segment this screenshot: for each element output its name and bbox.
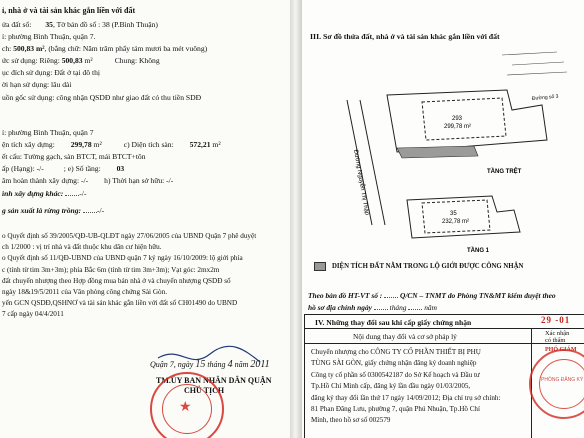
svg-text:Đường số 3: Đường số 3 — [531, 93, 559, 102]
table-body-line: đăng ký thay đổi lần thứ 17 ngày 14/09/2012; Địa chỉ trụ sở chính: — [311, 393, 501, 402]
map-note-2: hồ sơ địa chính ngày tháng năm — [308, 303, 437, 312]
built-area-line: ện tích xây dựng: 299,78 m² c) Diện tích sàn: 572,21 m² — [2, 140, 221, 149]
right-page — [302, 0, 584, 438]
section3-title: III. Sơ đồ thửa đất, nhà ở và tài sản khác gắn liền với đất — [310, 32, 500, 41]
chairman-title: CHỦ TỊCH — [184, 386, 225, 395]
map-note-1: Theo bản đồ HT-VT số : Q/CN – TNMT do Phòng TN&MT kiểm duyệt theo — [308, 291, 556, 300]
left-heading: ỉ, nhà ở và tài sản khác gắn liền với đất — [2, 6, 136, 15]
svg-text:232,78 m²: 232,78 m² — [442, 219, 470, 225]
note-line: o Quyết định số 39/2005/QĐ-UB-QLĐT ngày 27/06/2005 của UBND Quận 7 phê duyệt — [2, 232, 257, 240]
use-form-line: ức sử dụng: Riêng: 500,83 m² Chung: Không — [2, 56, 160, 65]
origin-line: uồn gốc sử dụng: công nhận QSDĐ như giao đất có thu tiền SDĐ — [2, 93, 202, 102]
vice-director-label: PHÓ GIÁM — [545, 347, 577, 353]
structure-line: ết cấu: Tường gạch, sàn BTCT, mái BTCT+tôn — [2, 152, 146, 161]
note-line: ch 1/2000 : vị trí nhà và đất thuộc khu dân cư hiện hữu. — [2, 243, 162, 252]
floor2-label: TẦNG 1 — [467, 248, 490, 254]
legend-text: DIỆN TÍCH ĐẤT NẰM TRONG LỘ GIỚI ĐƯỢC CÔNG NHẬN — [332, 263, 524, 270]
table-body-line: Công ty cổ phần số 0300542187 do Sở Kế hoạch và Đầu tư — [311, 370, 480, 379]
note-line: o Quyết định số 11/QĐ-UBND của UBND quận 7 ký ngày 16/10/2009: lộ giới phía — [2, 254, 243, 263]
page-gutter — [290, 0, 302, 438]
svg-text:299,78 m²: 299,78 m² — [444, 124, 472, 130]
street-label: Đường Nguyễn Thị Thập — [352, 149, 370, 216]
parcel-line: ửa đất số: 35, Tờ bản đồ số : 38 (P.Bình Thuận) — [2, 20, 158, 29]
table-col-confirm: Xác nhận — [545, 330, 570, 337]
table-body-line: TÙNG SÀI GÒN, giấy chứng nhận đăng ký doanh nghiệp — [311, 359, 477, 368]
forest-line: g sản xuất là rừng trồng: -/- — [2, 206, 105, 215]
table-body-line: Tp.Hồ Chí Minh cấp, đăng ký lần đầu ngày 01/03/2005, — [311, 382, 471, 391]
house-address: ỉ: phường Bình Thuận, quận 7 — [2, 128, 94, 137]
parcel-plan — [302, 40, 584, 260]
signature-date: Quận 7, ngày 15 tháng 4 năm 2011 — [150, 359, 270, 370]
note-line: đất chuyển nhượng theo Hợp đồng mua bán nhà ở và chuyển nhượng QSDĐ số — [2, 276, 231, 285]
table-body-line: Minh, theo hồ sơ số 002579 — [311, 416, 391, 425]
other-works-line: ình xây dựng khác: -/- — [2, 189, 87, 198]
left-page — [0, 0, 290, 438]
address-line: ỉ: phường Bình Thuận, quận 7. — [2, 32, 96, 41]
year-line: ăm hoàn thành xây dựng: -/- h) Thời hạn sở hữu: -/- — [2, 176, 174, 185]
table-col-authority: có thẩm — [545, 337, 566, 344]
authority-title: TM.ỦY BAN NHÂN DÂN QUẬN — [156, 376, 272, 385]
note-line: 7 cấp ngày 04/4/2011 — [2, 310, 64, 319]
svg-text:293: 293 — [452, 116, 463, 122]
red-stamp: PHÒNG ĐĂNG KÝ — [529, 349, 584, 419]
floor1-label: TẦNG TRỆT — [487, 169, 522, 175]
term-line: ời hạn sử dụng: lâu dài — [2, 80, 72, 89]
table-body-line: 81 Phan Đăng Lưu, phường 7, quận Phú Nhuận, Tp.Hồ Chí — [311, 405, 480, 413]
changes-date-badge: 29 -01 — [541, 315, 571, 325]
floors-line: ấp (Hạng): -/- ; e) Số tầng: 03 — [2, 164, 125, 173]
parcel-number: 35 — [45, 20, 53, 29]
table-col-content: Nội dung thay đổi và cơ sở pháp lý — [353, 332, 457, 341]
svg-text:35: 35 — [450, 211, 457, 217]
purpose-line: ục đích sử dụng: Đất ở tại đô thị — [2, 68, 100, 77]
note-line: yển GCN QSDĐ,QSHNƠ và tài sản khác gắn liền với đất số CH01490 do UBND — [2, 299, 238, 308]
changes-table — [304, 314, 584, 438]
area-line: ch: 500,83 m², (bằng chữ: Năm trăm phẩy tám mươi ba mét vuông) — [2, 44, 208, 53]
note-line: c (tính từ tim 3m+3m); phía Bắc 6m (tính từ tim 3m+3m); Vạt góc: 2mx2m — [2, 265, 220, 274]
section4-title: IV. Những thay đổi sau khi cấp giấy chứng nhận — [315, 318, 472, 327]
legend-swatch — [314, 262, 326, 271]
note-line: ngày 18&19/5/2011 của Văn phòng công chứng Sài Gòn. — [2, 288, 167, 296]
official-seal: ★ — [150, 372, 224, 438]
table-body-line: Chuyển nhượng cho CÔNG TY CỔ PHẦN THIẾT BỊ PHỤ — [311, 348, 481, 356]
